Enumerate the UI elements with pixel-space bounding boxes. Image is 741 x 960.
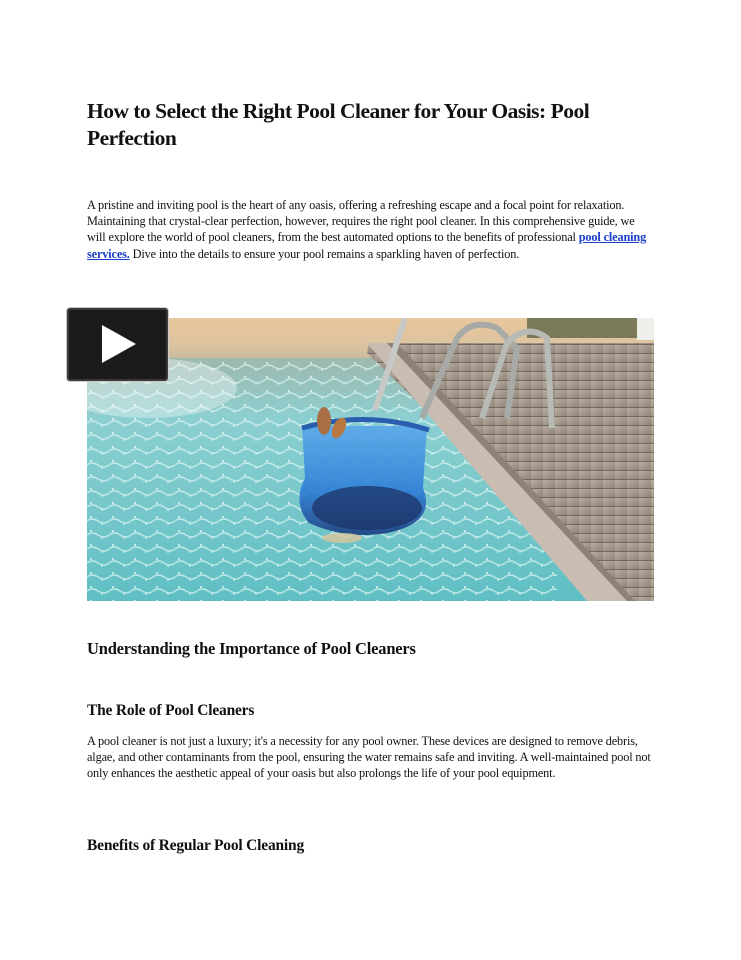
video-play-button[interactable] xyxy=(67,308,168,381)
intro-text-before: A pristine and inviting pool is the heart of any oasis, offering a refreshing escape and a focal point for relaxation. Maintaining that crystal-clear perfection, however, requires the right pool cleaner. In this comprehensive guide, we will explore the world of pool cleaners, from the best automated options to the benefits of professional xyxy=(87,198,635,245)
subsection-heading-benefits: Benefits of Regular Pool Cleaning xyxy=(87,837,304,854)
intro-text-after: Dive into the details to ensure your pool remains a sparkling haven of perfection. xyxy=(129,246,520,261)
play-icon xyxy=(98,323,138,363)
pool-cleaning-services-link[interactable]: pool cleaning services. xyxy=(87,230,647,261)
role-paragraph: A pool cleaner is not just a luxury; it's a necessity for any pool owner. These devices are designed to remove debris, algae, and other contaminants from the pool, ensuring the water remains safe and inviting. A well-maintained pool not only enhances the aesthetic appeal of your oasis but also prolongs the life of your pool equipment. xyxy=(87,734,651,781)
subsection-heading-role: The Role of Pool Cleaners xyxy=(87,702,255,719)
pool-photo xyxy=(87,318,654,601)
intro-paragraph xyxy=(87,197,653,262)
section-heading: Understanding the Importance of Pool Cleaners xyxy=(87,639,416,658)
hero-image[interactable] xyxy=(87,318,654,601)
page-title: How to Select the Right Pool Cleaner for Your Oasis: Pool Perfection xyxy=(87,99,590,150)
